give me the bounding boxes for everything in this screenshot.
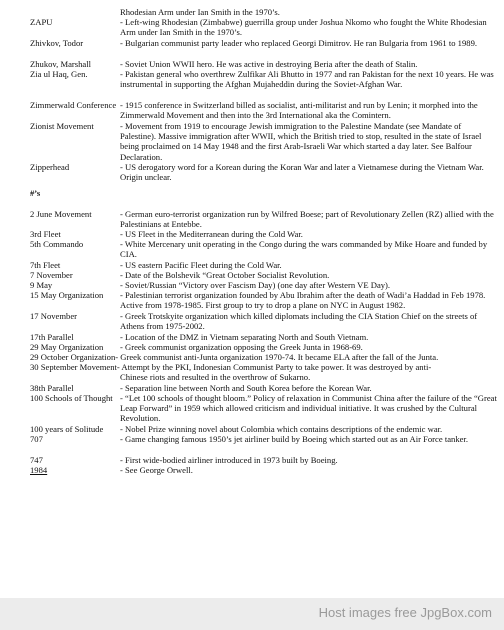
entry-term: ZAPU: [30, 17, 53, 27]
entry-definition: - See George Orwell.: [120, 465, 193, 475]
entry-term: 17th Parallel: [30, 332, 74, 342]
entry-term: 38th Parallel: [30, 383, 74, 393]
entry-definition: Rhodesian Arm under Ian Smith in the 1970’s.: [120, 7, 280, 17]
entry-term: Zionist Movement: [30, 121, 94, 131]
entry-definition: - Soviet Union WWII hero. He was active in destroying Beria after the death of Stalin.: [120, 59, 418, 69]
entry-definition: Chinese riots and resulted in the overthrow of Sukarno.: [120, 372, 311, 382]
entry-term: 707: [30, 434, 43, 444]
entry-term: 2 June Movement: [30, 209, 92, 219]
entry-definition: - US eastern Pacific Fleet during the Cold War.: [120, 260, 282, 270]
entry-definition: - Date of the Bolshevik “Great October Socialist Revolution.: [120, 270, 330, 280]
entry-text: Zimmerwald Conference: [30, 100, 117, 110]
entry-term: 1984: [30, 465, 48, 475]
entry-term: 17 November: [30, 311, 78, 321]
entry-term: Zipperhead: [30, 162, 70, 172]
entry-definition: - “Let 100 schools of thought bloom.” Policy of relaxation in Communist China after the failure of the “Great Leap Forward” in 1959 which allowed criticism and individual initiative. It was crushed by the Cultural Revolution.: [120, 393, 497, 424]
entry-definition: - Movement from 1919 to encourage Jewish immigration to the Palestine Mandate (see Mandate of Palestine). Massive immigration after WWII, which the British tried to stop, resulted in the state of Israel being proclaimed on 14 May 1948 and the first Arab-Israeli War which started a day later. See Balfour Declaration.: [120, 121, 482, 162]
entry-definition: - German euro-terrorist organization run by Wilfred Boese; part of Revolutionary Zellen (RZ) allied with the Palestinians at Entebbe.: [120, 209, 494, 230]
entry-definition: - Pakistan general who overthrew Zulfikar Ali Bhutto in 1977 and ran Pakistan for the next 10 years. He was instrumental in supporting the Afghan Mujaheddin during the Soviet-Afghan War.: [120, 69, 494, 90]
entry-term: 29 May Organization: [30, 342, 104, 352]
entry-definition: - White Mercenary unit operating in the Congo during the wars commanded by Mike Hoare and funded by CIA.: [120, 239, 488, 260]
entry-definition: - Nobel Prize winning novel about Colombia which contains descriptions of the endemic war.: [120, 424, 443, 434]
entry-term: Zia ul Haq, Gen.: [30, 69, 88, 79]
entry-definition: - US Fleet in the Mediterranean during the Cold War.: [120, 229, 303, 239]
section-header: #’s: [30, 188, 41, 198]
entry-definition: - Palestinian terrorist organization founded by Abu Ibrahim after the death of Wadi’a Haddad in Feb 1978. Active from 1978-1985. First group to try to drop a plane on NYC in August 1982.: [120, 290, 486, 311]
entry-text: 29 October Organization- Greek communist anti-Junta organization 1970-74. It became ELA after the fall of the Junta.: [30, 352, 439, 362]
entry-term: 15 May Organization: [30, 290, 104, 300]
entry-definition: - Location of the DMZ in Vietnam separating North and South Vietnam.: [120, 332, 369, 342]
entry-term: Zhukov, Marshall: [30, 59, 92, 69]
entry-term: 7 November: [30, 270, 73, 280]
entry-definition: - Greek Trotskyite organization which killed diplomats including the CIA Station Chief on the streets of Athens from 1975-2002.: [120, 311, 478, 332]
entry-term: 747: [30, 455, 43, 465]
entry-definition: - 1915 conference in Switzerland billed as socialist, anti-militarist and run by Lenin; it morphed into the Zimmerwald Movement and then into the 3rd International aka the Comintern.: [120, 100, 478, 121]
entry-definition: - Bulgarian communist party leader who replaced Georgi Dimitrov. He ran Bulgaria from 1961 to 1989.: [120, 38, 478, 48]
watermark-text: Host images free JpgBox.com: [318, 605, 492, 620]
entry-definition: - Game changing famous 1950’s jet airliner build by Boeing which started out as an Air Force tanker.: [120, 434, 468, 444]
entry-definition: - Separation line between North and South Korea before the Korean War.: [120, 383, 372, 393]
entry-term: 100 Schools of Thought: [30, 393, 113, 403]
entry-term: 100 years of Solitude: [30, 424, 104, 434]
entry-text: 30 September Movement- Attempt by the PKI, Indonesian Communist Party to take power. It was destroyed by anti-: [30, 362, 432, 372]
entry-definition: - Left-wing Rhodesian (Zimbabwe) guerrilla group under Joshua Nkomo who fought the White Rhodesian Arm under Ian Smith in the 1970’s.: [120, 17, 487, 38]
entry-definition: - First wide-bodied airliner introduced in 1973 built by Boeing.: [120, 455, 338, 465]
entry-definition: - Soviet/Russian “Victory over Fascism Day) (one day after Western VE Day).: [120, 280, 391, 290]
watermark-bar: [0, 598, 504, 630]
entry-term: 3rd Fleet: [30, 229, 61, 239]
entry-term: 9 May: [30, 280, 53, 290]
entry-term: 5th Commando: [30, 239, 84, 249]
entry-term: 7th Fleet: [30, 260, 61, 270]
entry-definition: - US derogatory word for a Korean during the Koran War and later a Vietnamese during the Vietnam War. Origin unclear.: [120, 162, 484, 183]
entry-definition: - Greek communist organization opposing the Greek Junta in 1968-69.: [120, 342, 363, 352]
entry-term: Zhivkov, Todor: [30, 38, 84, 48]
